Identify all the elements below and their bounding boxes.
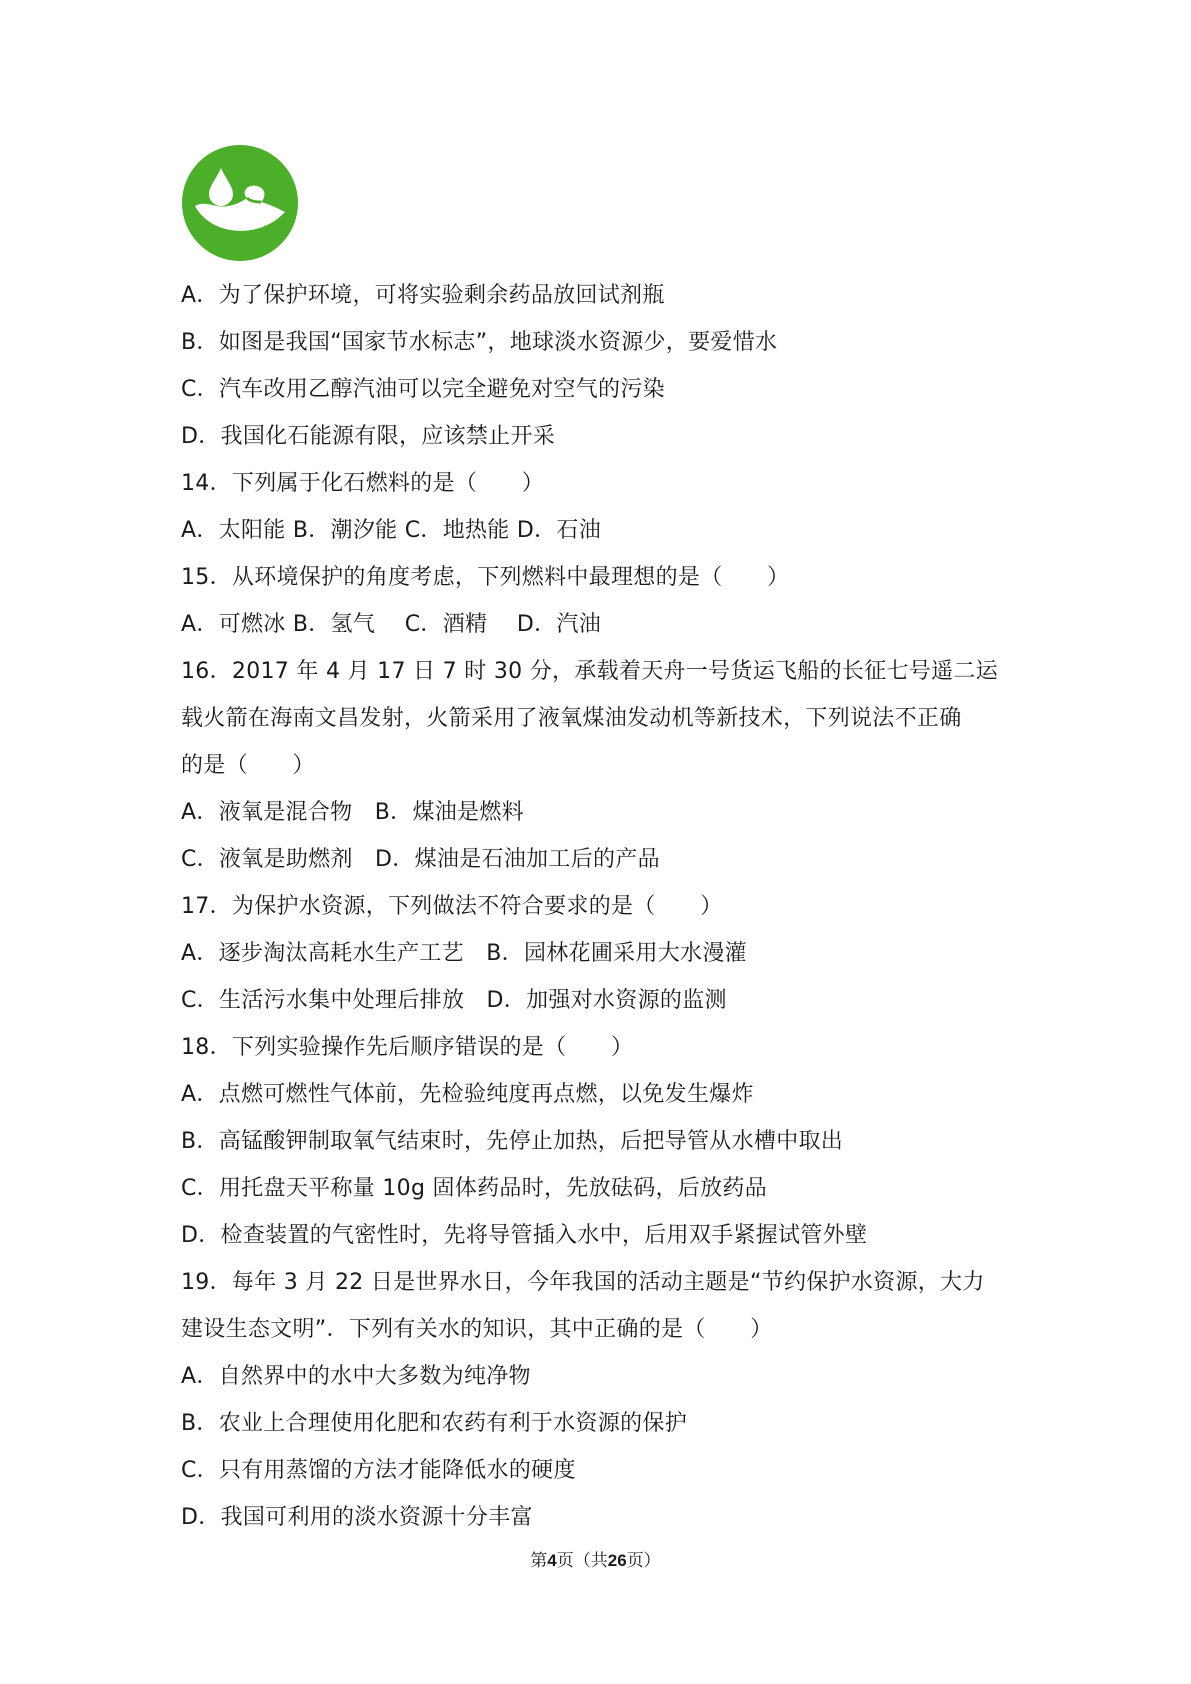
options-16-cd: C．液氧是助燃剂 D．煤油是石油加工后的产品	[181, 847, 660, 872]
question-19-line-2: 建设生态文明”．下列有关水的知识，其中正确的是（ ）	[181, 1317, 773, 1342]
options-16-ab: A．液氧是混合物 B．煤油是燃料	[181, 800, 524, 825]
option-13d: D．我国化石能源有限，应该禁止开采	[181, 424, 556, 449]
footer-suffix: 页）	[626, 1551, 661, 1571]
option-19d: D．我国可利用的淡水资源十分丰富	[181, 1505, 533, 1530]
option-13c: C．汽车改用乙醇汽油可以完全避免对空气的污染	[181, 377, 665, 402]
option-18b: B．高锰酸钾制取氧气结束时，先停止加热，后把导管从水槽中取出	[181, 1129, 844, 1154]
water-saving-logo-icon	[181, 144, 299, 262]
question-15: 15．从环境保护的角度考虑，下列燃料中最理想的是（ ）	[181, 565, 790, 590]
option-18d: D．检查装置的气密性时，先将导管插入水中，后用双手紧握试管外壁	[181, 1223, 868, 1248]
options-17-cd: C．生活污水集中处理后排放 D．加强对水资源的监测	[181, 988, 727, 1013]
option-18c: C．用托盘天平称量 10g 固体药品时，先放砝码，后放药品	[181, 1176, 768, 1201]
footer-page-number: 4	[547, 1551, 557, 1570]
footer-middle: 页（共	[556, 1551, 608, 1571]
question-18: 18．下列实验操作先后顺序错误的是（ ）	[181, 1035, 634, 1060]
footer-total-pages: 26	[607, 1551, 627, 1570]
option-13b: B．如图是我国“国家节水标志”，地球淡水资源少，要爱惜水	[181, 330, 778, 355]
question-content	[181, 272, 1021, 1541]
option-19b: B．农业上合理使用化肥和农药有利于水资源的保护	[181, 1411, 687, 1436]
question-16-line-1: 16．2017 年 4 月 17 日 7 时 30 分，承载着天舟一号货运飞船的长征七号遥二运	[181, 659, 999, 684]
page-footer	[0, 1546, 1191, 1571]
option-18a: A．点燃可燃性气体前，先检验纯度再点燃，以免发生爆炸	[181, 1082, 754, 1107]
question-19-line-1: 19．每年 3 月 22 日是世界水日，今年我国的活动主题是“节约保护水资源，大力	[181, 1270, 985, 1295]
options-15: A．可燃冰 B．氢气 C．酒精 D．汽油	[181, 612, 602, 637]
options-17-ab: A．逐步淘汰高耗水生产工艺 B．园林花圃采用大水漫灌	[181, 941, 747, 966]
option-19c: C．只有用蒸馏的方法才能降低水的硬度	[181, 1458, 576, 1483]
option-19a: A．自然界中的水中大多数为纯净物	[181, 1364, 531, 1389]
options-14: A．太阳能 B．潮汐能 C．地热能 D．石油	[181, 518, 602, 543]
footer-prefix: 第	[530, 1551, 548, 1571]
question-14: 14．下列属于化石燃料的是（ ）	[181, 471, 545, 496]
question-17: 17．为保护水资源，下列做法不符合要求的是（ ）	[181, 894, 723, 919]
question-16-line-2: 载火箭在海南文昌发射，火箭采用了液氧煤油发动机等新技术，下列说法不正确	[181, 706, 962, 731]
option-13a: A．为了保护环境，可将实验剩余药品放回试剂瓶	[181, 283, 665, 308]
question-16-line-3: 的是（ ）	[181, 753, 315, 778]
